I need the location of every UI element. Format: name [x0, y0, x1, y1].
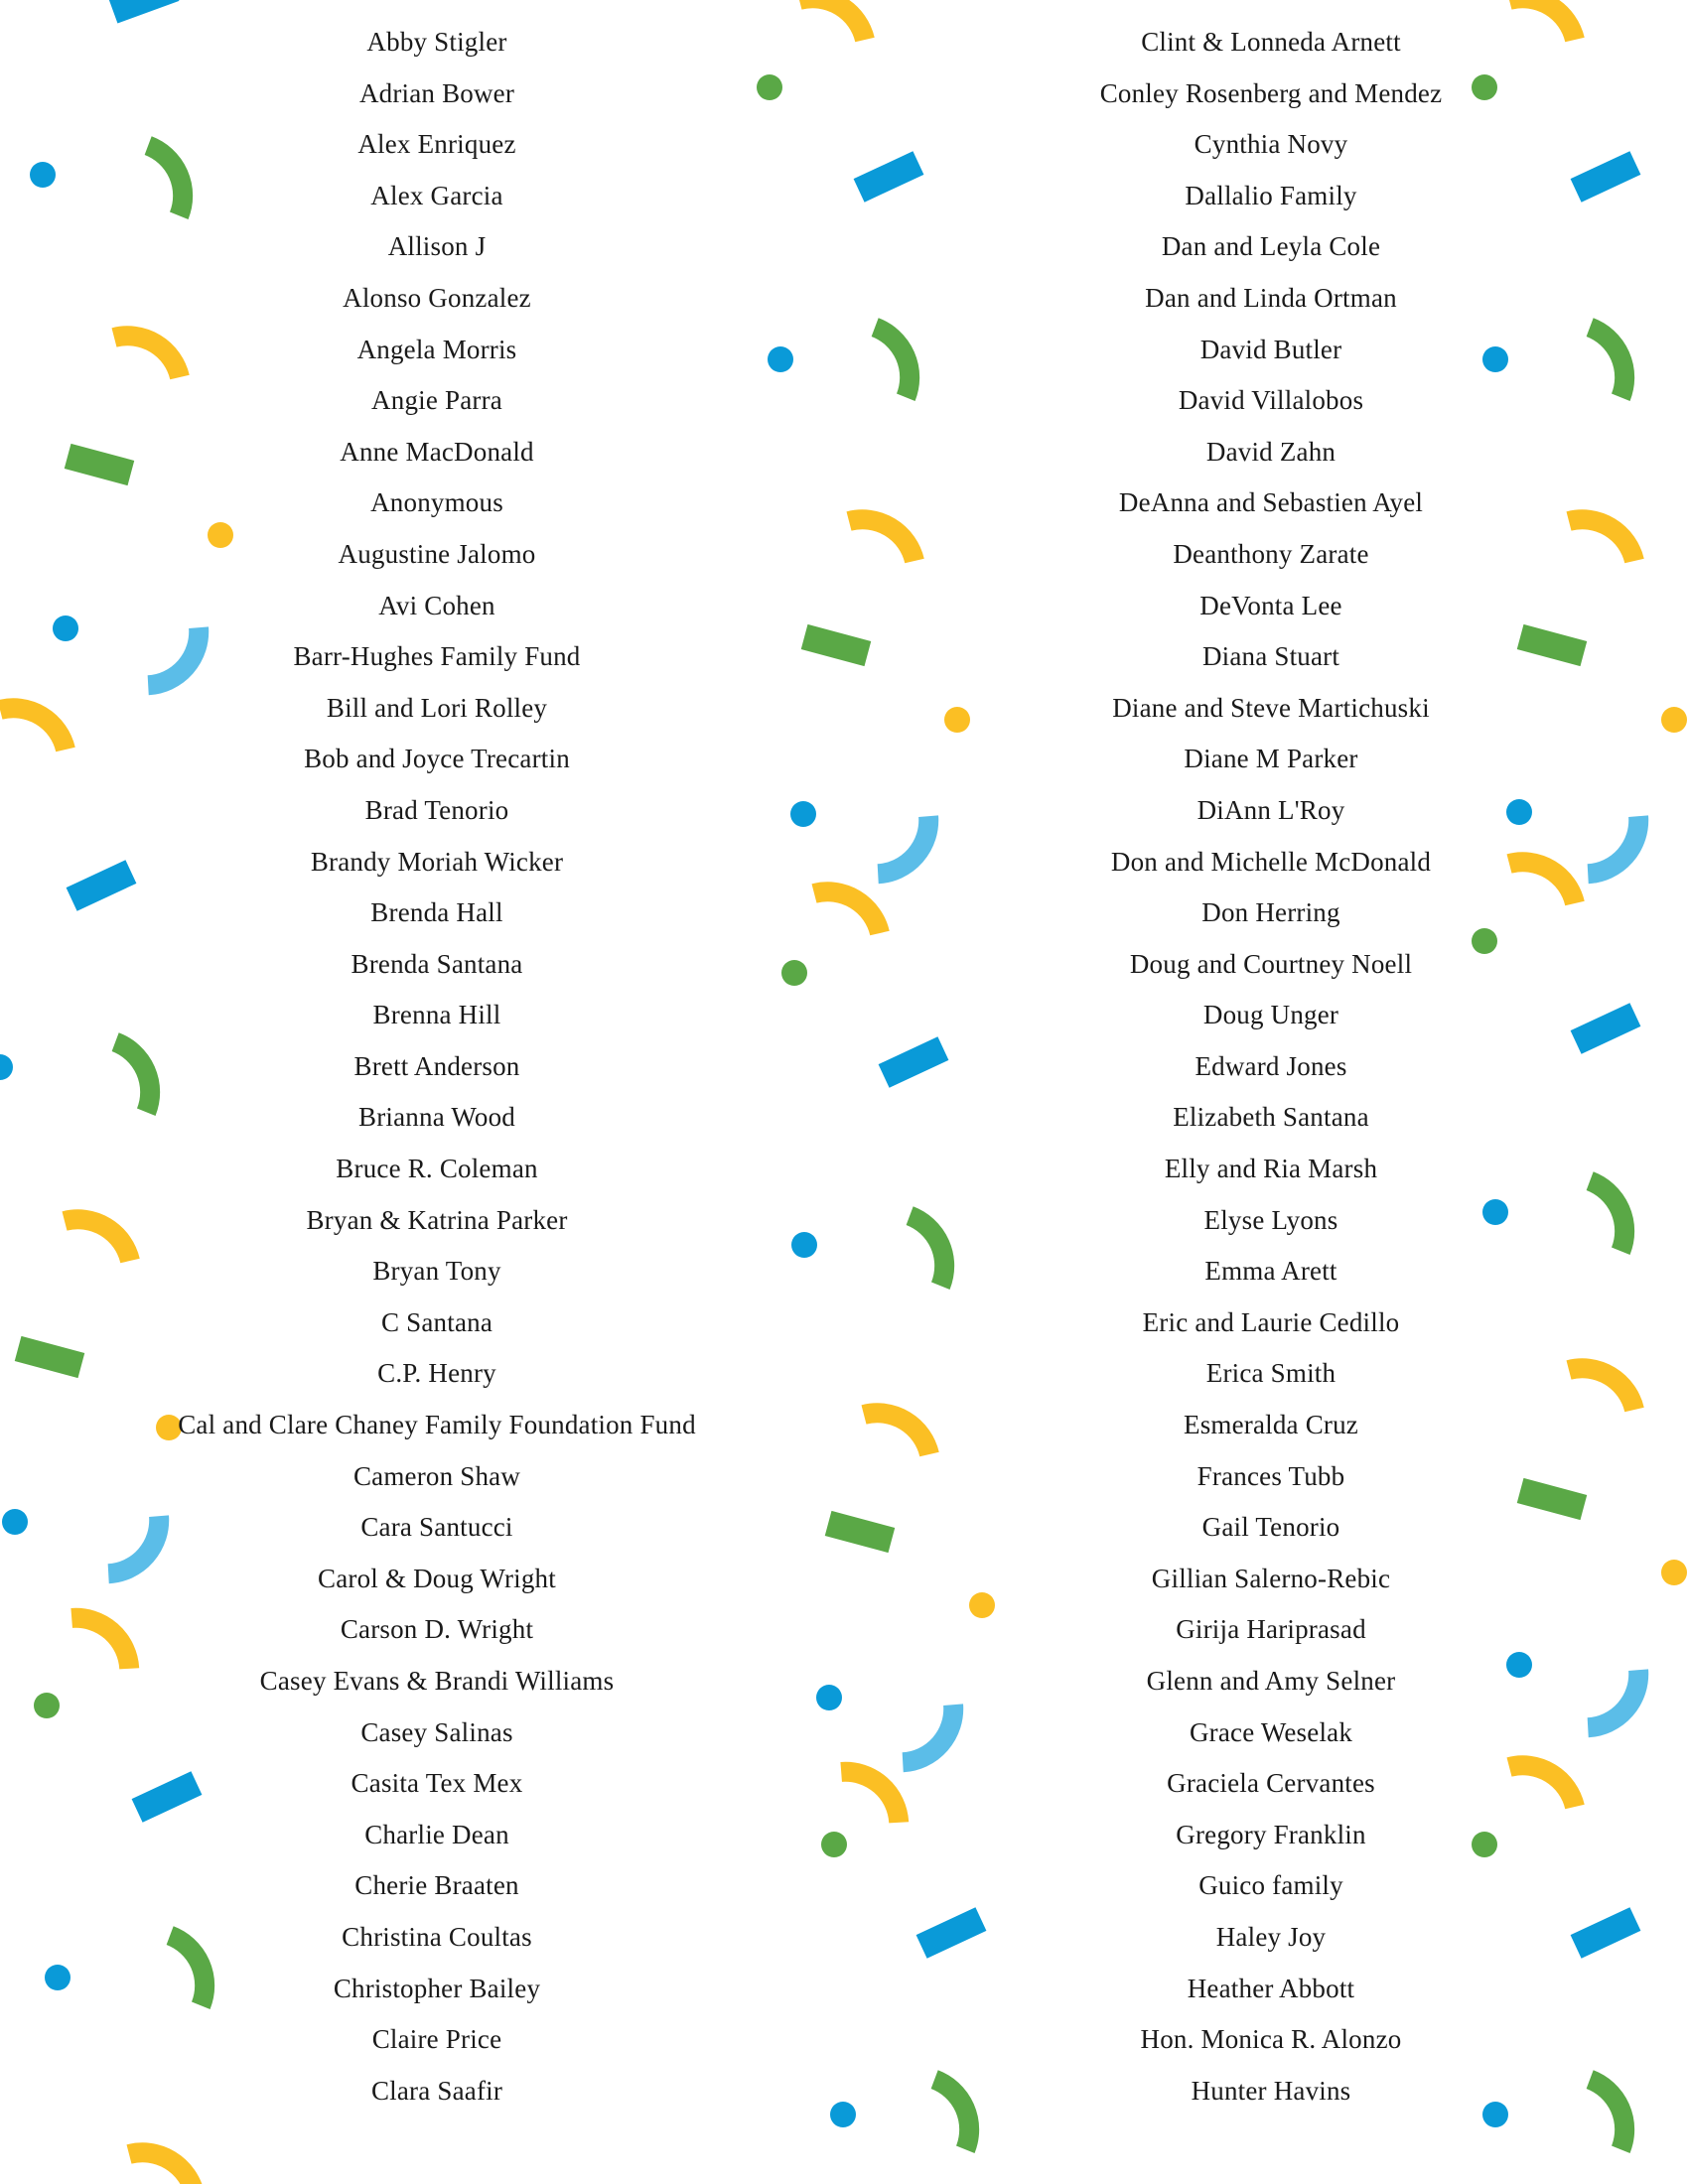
donor-name: DiAnn L'Roy [1196, 794, 1345, 825]
confetti-dot [1661, 1560, 1687, 1585]
confetti-dot [30, 162, 56, 188]
donor-name: Brett Anderson [353, 1050, 520, 1081]
donor-name: Brandy Moriah Wicker [310, 846, 564, 877]
donor-name: Claire Price [371, 2024, 502, 2055]
confetti-dot [2, 1509, 28, 1535]
donor-name: Bill and Lori Rolley [326, 692, 548, 723]
donor-name: Anonymous [370, 487, 503, 518]
donor-name: Clint & Lonneda Arnett [1141, 27, 1401, 57]
donor-name: Adrian Bower [358, 77, 515, 108]
donor-name: Bryan & Katrina Parker [306, 1204, 568, 1235]
donor-name: Brianna Wood [358, 1102, 515, 1133]
confetti-dot [830, 2102, 856, 2127]
donor-name: Brenna Hill [372, 1000, 501, 1030]
donor-list-left [60, 18, 814, 2117]
donor-name: Cynthia Novy [1194, 129, 1348, 160]
donor-name: Brenda Santana [351, 948, 523, 979]
donor-name: Doug and Courtney Noell [1129, 948, 1413, 979]
donor-name: DeAnna and Sebastien Ayel [1118, 487, 1424, 518]
donor-name: Casey Evans & Brandi Williams [259, 1666, 615, 1696]
confetti-dot [34, 1693, 60, 1718]
donor-name: Doug Unger [1202, 1000, 1339, 1030]
donor-name: Bryan Tony [372, 1256, 501, 1287]
donor-name: C.P. Henry [377, 1358, 496, 1389]
donor-name: Cara Santucci [360, 1512, 513, 1543]
donor-name: Avi Cohen [378, 590, 495, 620]
donor-name: C Santana [380, 1306, 493, 1337]
donor-name: David Villalobos [1178, 385, 1364, 416]
donor-name: Augustine Jalomo [338, 538, 536, 569]
donor-name: Alex Garcia [370, 180, 503, 210]
donor-name: Girija Hariprasad [1176, 1614, 1366, 1645]
donor-name: Bruce R. Coleman [336, 1154, 538, 1184]
donor-name: Frances Tubb [1196, 1460, 1345, 1491]
donor-name: Esmeralda Cruz [1184, 1410, 1358, 1440]
donor-name: Hunter Havins [1191, 2075, 1351, 2106]
donor-name: Alonso Gonzalez [343, 282, 531, 313]
donor-name: Bob and Joyce Trecartin [304, 744, 570, 774]
donor-name: Cameron Shaw [352, 1460, 521, 1491]
donor-name: Dan and Leyla Cole [1161, 231, 1381, 262]
donor-name: Dan and Linda Ortman [1145, 282, 1397, 313]
donor-name: Gail Tenorio [1201, 1512, 1340, 1543]
donor-name: Allison J [387, 231, 487, 262]
confetti-dot [821, 1832, 847, 1857]
donor-name: Glenn and Amy Selner [1146, 1666, 1396, 1696]
donor-name: Alex Enriquez [357, 129, 516, 160]
donor-name: David Zahn [1205, 436, 1336, 467]
donor-name: Guico family [1198, 1870, 1343, 1901]
donor-name: Clara Saafir [370, 2075, 503, 2106]
donor-name: Christopher Bailey [333, 1973, 541, 2003]
donor-name: Diane M Parker [1184, 744, 1358, 774]
donor-name: Angie Parra [371, 385, 502, 416]
confetti-arc [129, 2152, 195, 2184]
donor-name: Hon. Monica R. Alonzo [1140, 2024, 1402, 2055]
donor-name: Abby Stigler [366, 27, 507, 57]
donor-name: Casita Tex Mex [351, 1768, 523, 1799]
donor-list-right [894, 18, 1648, 2117]
confetti-dot [0, 1054, 13, 1080]
donor-name: Brenda Hall [370, 897, 503, 928]
donor-name: Barr-Hughes Family Fund [293, 641, 581, 672]
donor-name: Casey Salinas [360, 1716, 513, 1747]
donor-name: Graciela Cervantes [1167, 1768, 1375, 1799]
confetti-dot [1661, 707, 1687, 733]
donor-name: Deanthony Zarate [1173, 538, 1369, 569]
donor-name: Cherie Braaten [354, 1870, 519, 1901]
confetti-dot [816, 1685, 842, 1710]
donor-name: Carson D. Wright [340, 1614, 534, 1645]
donor-name: Anne MacDonald [340, 436, 534, 467]
confetti-strip [825, 1511, 895, 1553]
donor-name: Edward Jones [1195, 1050, 1347, 1081]
donor-name: Dallalio Family [1185, 180, 1357, 210]
donor-name: Christina Coultas [342, 1921, 532, 1952]
donor-name: Cal and Clare Chaney Family Foundation Fund [178, 1410, 696, 1440]
confetti-arc [0, 708, 66, 750]
donor-name: Elizabeth Santana [1173, 1102, 1369, 1133]
donor-name: David Butler [1199, 334, 1342, 364]
donor-name: Diana Stuart [1201, 641, 1340, 672]
donor-name: Conley Rosenberg and Mendez [1099, 77, 1443, 108]
donor-name: Heather Abbott [1187, 1973, 1355, 2003]
donor-name: Eric and Laurie Cedillo [1142, 1306, 1400, 1337]
donor-name: Erica Smith [1205, 1358, 1336, 1389]
donor-name: DeVonta Lee [1199, 590, 1342, 620]
donor-name: Elly and Ria Marsh [1164, 1154, 1378, 1184]
donor-name: Gillian Salerno-Rebic [1151, 1563, 1391, 1593]
donor-name: Brad Tenorio [364, 794, 509, 825]
donor-name: Gregory Franklin [1176, 1819, 1366, 1849]
donor-name: Angela Morris [356, 334, 517, 364]
donor-name: Don Herring [1201, 897, 1340, 928]
donor-name: Diane and Steve Martichuski [1112, 692, 1430, 723]
donor-name: Grace Weselak [1189, 1716, 1353, 1747]
donor-name: Charlie Dean [364, 1819, 509, 1849]
donor-name: Haley Joy [1215, 1921, 1327, 1952]
donor-name: Don and Michelle McDonald [1110, 846, 1432, 877]
donor-name: Elyse Lyons [1203, 1204, 1338, 1235]
donor-name: Emma Arett [1204, 1256, 1337, 1287]
donor-name: Carol & Doug Wright [318, 1563, 556, 1593]
confetti-arc [814, 891, 880, 933]
